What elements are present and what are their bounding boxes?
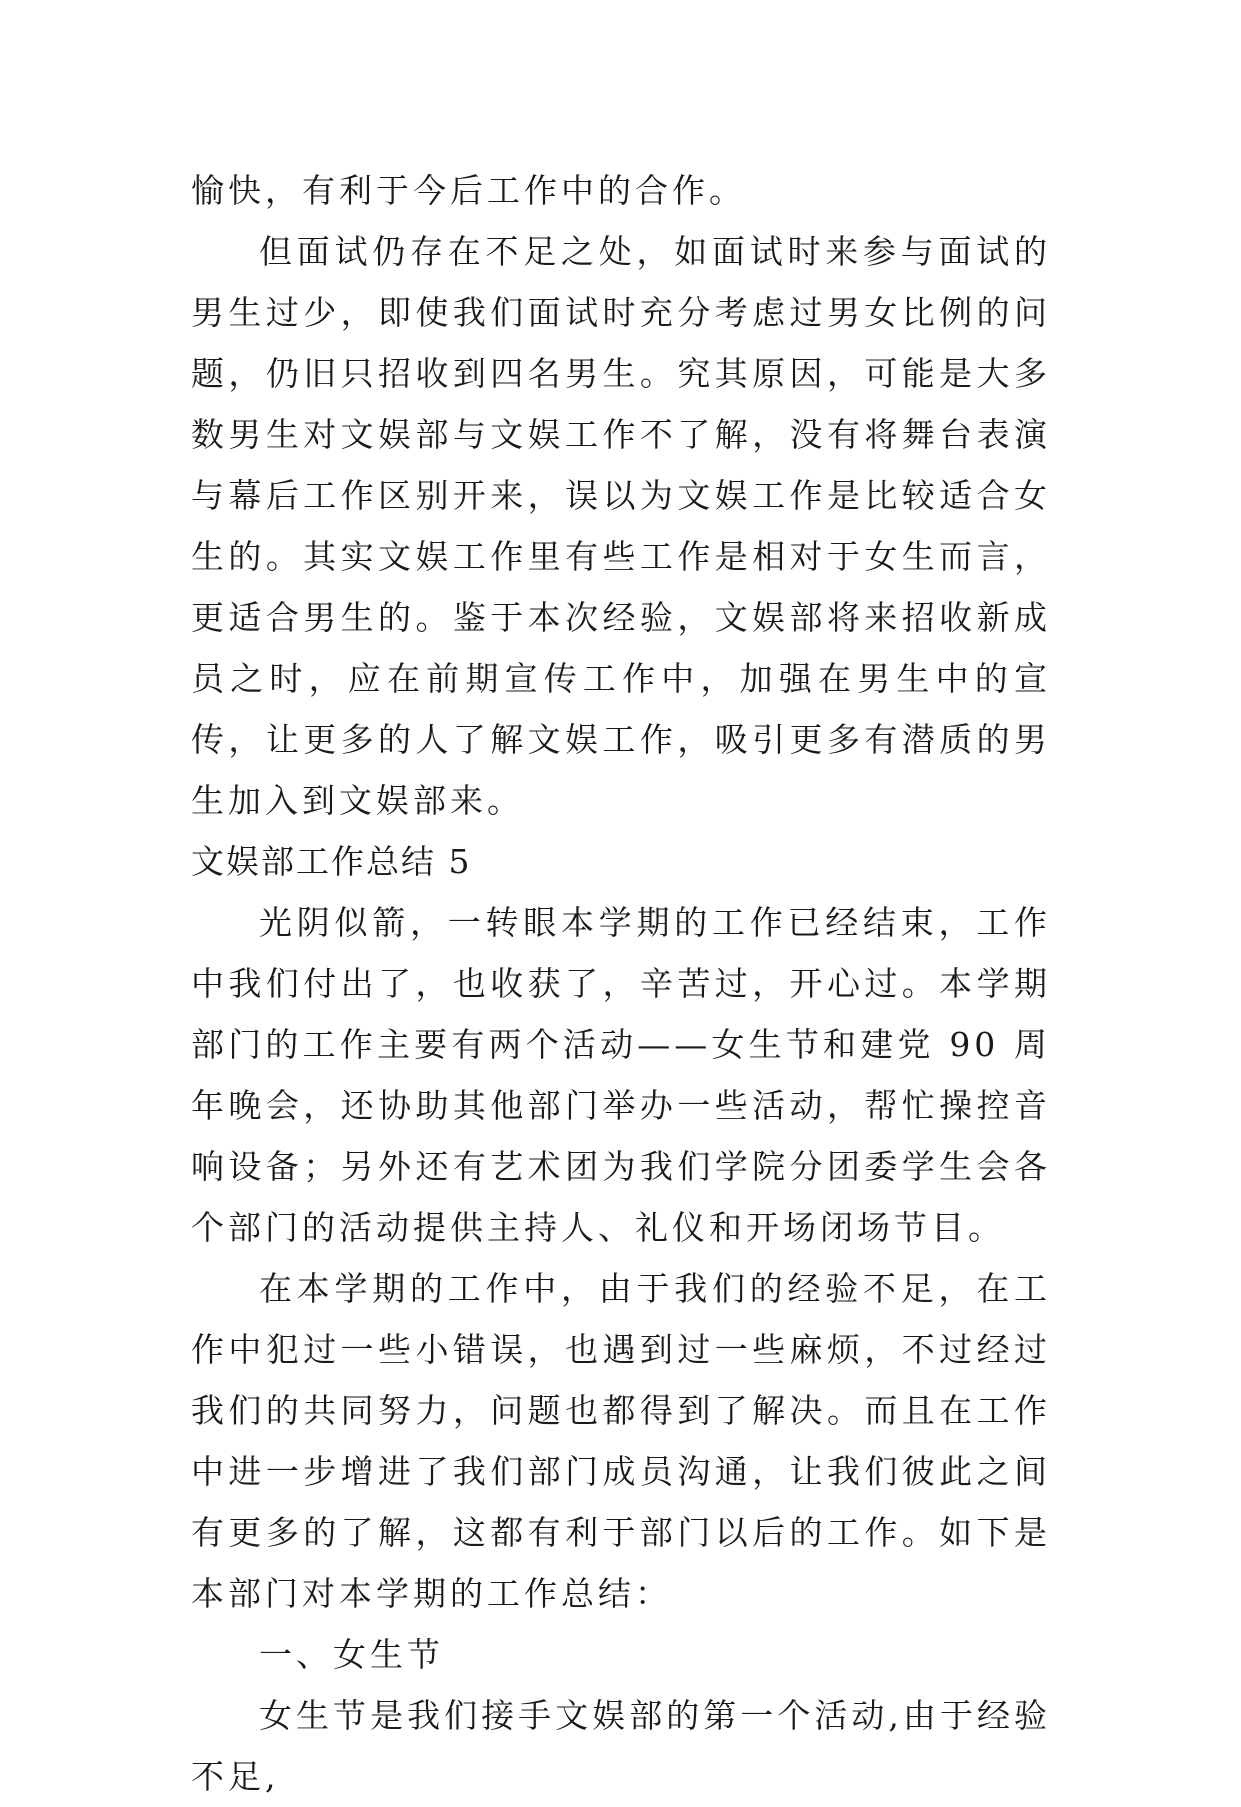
paragraph-semester-work: 在本学期的工作中，由于我们的经验不足，在工作中犯过一些小错误，也遇到过一些麻烦，不过经过我们的共同努力，问题也都得到了解决。而且在工作中进一步增进了我们部门成员沟通，让我们彼此之间有更多的了解，这都有利于部门以后的工作。如下是本部门对本学期的工作总结： — [191, 1269, 1051, 1613]
paragraph-interview-shortcomings: 但面试仍存在不足之处，如面试时来参与面试的男生过少，即使我们面试时充分考虑过男女比例的问题，仍旧只招收到四名男生。究其原因，可能是大多数男生对文娱部与文娱工作不了解，没有将舞台表演与幕后工作区别开来，误以为文娱工作是比较适合女生的。其实文娱工作里有些工作是相对于女生而言，更适合男生的。鉴于本次经验，文娱部将来招收新成员之时，应在前期宣传工作中，加强在男生中的宣传，让更多的人了解文娱工作，吸引更多有潜质的男生加入到文娱部来。 — [191, 232, 1051, 820]
subsection-heading: 一、女生节 — [259, 1635, 444, 1674]
paragraph-semester-overview: 光阴似箭，一转眼本学期的工作已经结束，工作中我们付出了，也收获了，辛苦过，开心过。本学期部门的工作主要有两个活动——女生节和建党 90 周年晚会，还协助其他部门举办一些活动，帮忙操控音响设备；另外还有艺术团为我们学院分团委学生会各个部门的活动提供主持人、礼仪和开场闭场节目。 — [191, 903, 1051, 1247]
paragraph-continuation: 愉快，有利于今后工作中的合作。 — [191, 171, 746, 210]
section-heading: 文娱部工作总结 5 — [191, 842, 472, 881]
paragraph-girls-day: 女生节是我们接手文娱部的第一个活动,由于经验不足, — [191, 1696, 1051, 1796]
document-body — [191, 160, 1051, 1807]
